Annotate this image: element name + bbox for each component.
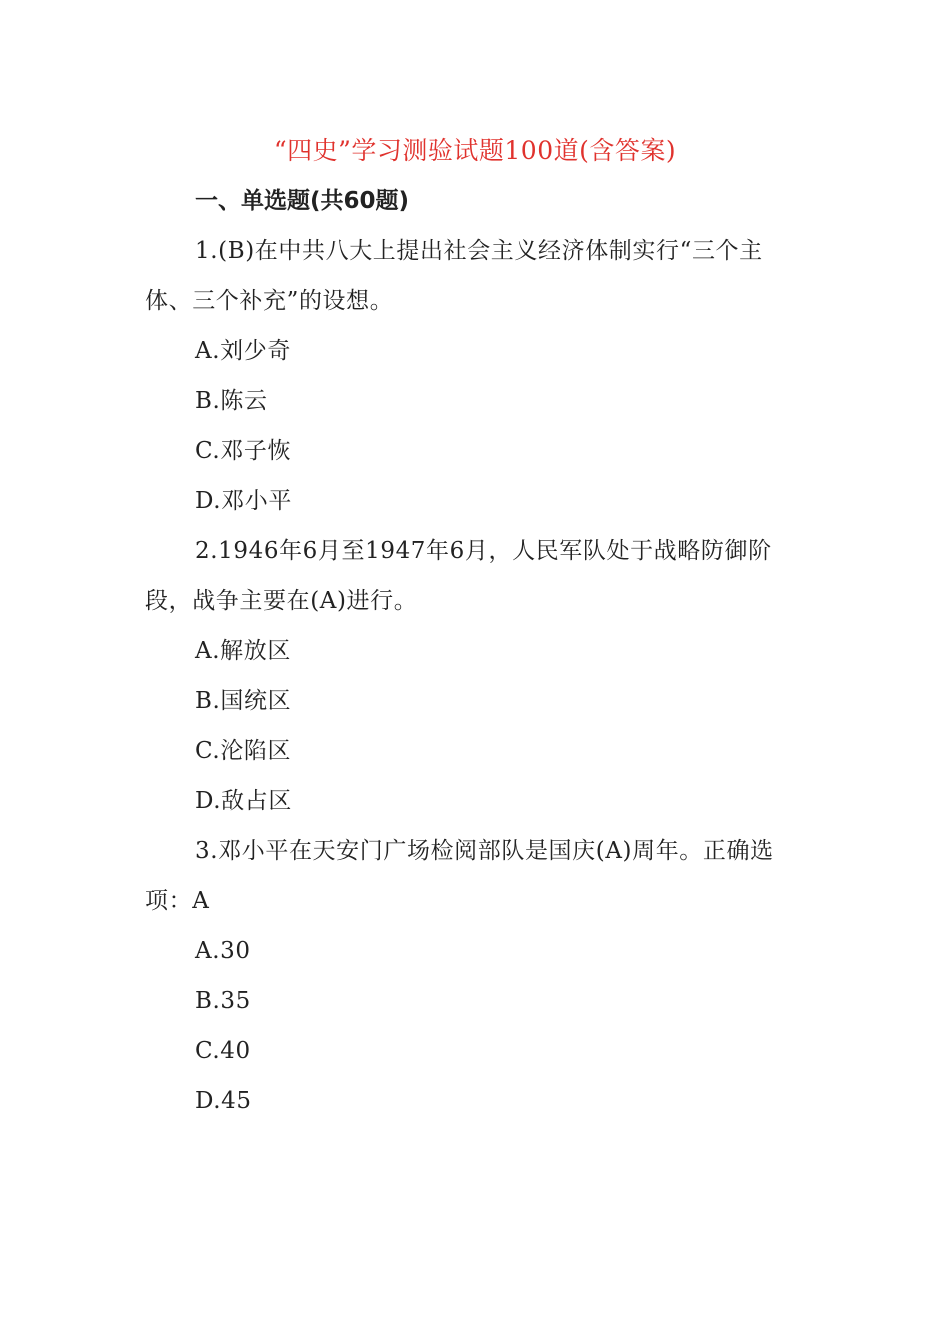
section-heading: 一、单选题(共60题)	[195, 188, 410, 214]
question-2	[145, 526, 795, 826]
option-b: B.35	[195, 988, 251, 1014]
option-d: D.敌占区	[195, 788, 292, 814]
option-a: A.刘少奇	[195, 338, 291, 364]
question-list	[145, 226, 795, 1126]
option-c: C.40	[195, 1038, 251, 1064]
option-b: B.国统区	[195, 688, 292, 714]
question-stem: 1.(B)在中共八大上提出社会主义经济体制实行“三个主体、三个补充”的设想。	[145, 238, 763, 314]
document-title: “四史”学习测验试题100道(含答案)	[273, 136, 677, 165]
question-stem: 3.邓小平在天安门广场检阅部队是国庆(A)周年。正确选项：A	[145, 838, 774, 914]
question-1	[145, 226, 795, 526]
question-3	[145, 826, 795, 1126]
option-d: D.邓小平	[195, 488, 292, 514]
option-a: A.解放区	[195, 638, 291, 664]
option-c: C.沦陷区	[195, 738, 292, 764]
question-stem: 2.1946年6月至1947年6月，人民军队处于战略防御阶段，战争主要在(A)进行。	[145, 538, 772, 614]
option-c: C.邓子恢	[195, 438, 292, 464]
option-a: A.30	[195, 938, 251, 964]
option-b: B.陈云	[195, 388, 268, 414]
option-d: D.45	[195, 1088, 252, 1114]
